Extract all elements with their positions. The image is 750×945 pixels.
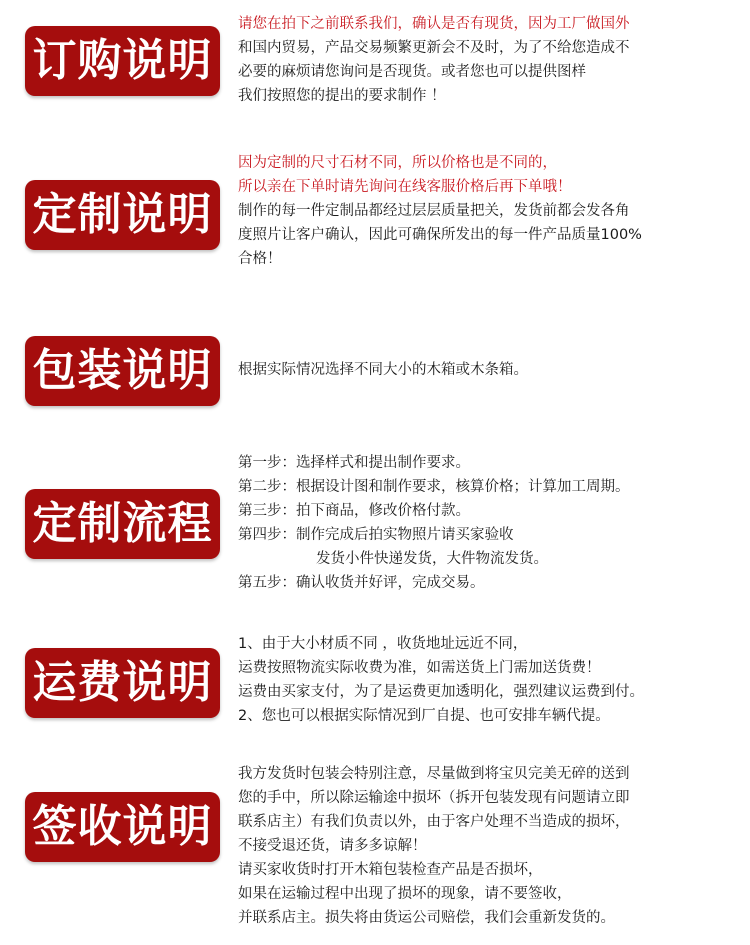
notice-line: 并联系店主。损失将由货运公司赔偿，我们会重新发货的。 [238,910,615,926]
process-step: 第一步：选择样式和提出制作要求。 [238,455,470,471]
notice-line: 根据实际情况选择不同大小的木箱或木条箱。 [238,362,528,378]
notice-line: 运费由买家支付，为了是运费更加透明化，强烈建议运费到付。 [238,684,644,700]
notice-line: 和国内贸易，产品交易频繁更新会不及时，为了不给您造成不 [238,40,630,56]
custom-notes-text [238,151,746,271]
custom-process-badge: 定制流程 [25,489,220,559]
shipping-fee-badge: 运费说明 [25,648,220,718]
notice-line: 请您在拍下之前联系我们，确认是否有现货，因为工厂做国外 [238,16,630,32]
notice-line: 如果在运输过程中出现了损坏的现象，请不要签收， [238,886,572,902]
process-step: 第四步：制作完成后拍实物照片请买家验收 [238,527,514,543]
notice-line: 联系店主）有我们负责以外，由于客户处理不当造成的损坏， [238,814,630,830]
notice-line: 您的手中，所以除运输途中损坏（拆开包装发现有问题请立即 [238,790,630,806]
custom-notes-badge: 定制说明 [25,180,220,250]
custom-process-text [238,451,746,595]
packaging-notes-text [238,358,746,382]
process-step: 第五步：确认收货并好评，完成交易。 [238,575,485,591]
notice-line: 运费按照物流实际收费为准，如需送货上门需加送货费！ [238,660,601,676]
notice-line: 2、您也可以根据实际情况到厂自提、也可安排车辆代提。 [238,708,610,724]
notice-line: 因为定制的尺寸石材不同，所以价格也是不同的， [238,155,557,171]
notice-line: 我方发货时包装会特别注意，尽量做到将宝贝完美无碎的送到 [238,766,630,782]
notice-line: 所以亲在下单时请先询问在线客服价格后再下单哦！ [238,179,572,195]
notice-line: 请买家收货时打开木箱包装检查产品是否损坏， [238,862,543,878]
notice-line: 合格！ [238,251,282,267]
notice-line: 制作的每一件定制品都经过层层质量把关，发货前都会发各角 [238,203,630,219]
shipping-fee-text [238,632,746,728]
ordering-notes-text [238,12,746,108]
notice-line: 不接受退还货，请多多谅解！ [238,838,427,854]
receipt-notes-badge: 签收说明 [25,792,220,862]
process-step: 第二步：根据设计图和制作要求，核算价格；计算加工周期。 [238,479,630,495]
notice-line: 我们按照您的提出的要求制作 ！ [238,88,446,104]
process-step: 第三步：拍下商品，修改价格付款。 [238,503,470,519]
packaging-notes-badge: 包装说明 [25,336,220,406]
receipt-notes-text [238,762,746,930]
process-step: 发货小件快递发货，大件物流发货。 [316,551,548,567]
notice-line: 度照片让客户确认，因此可确保所发出的每一件产品质量100% [238,227,642,243]
notice-line: 1、由于大小材质不同 ，收货地址远近不同， [238,636,528,652]
notice-line: 必要的麻烦请您询问是否现货。或者您也可以提供图样 [238,64,586,80]
ordering-notes-badge: 订购说明 [25,26,220,96]
